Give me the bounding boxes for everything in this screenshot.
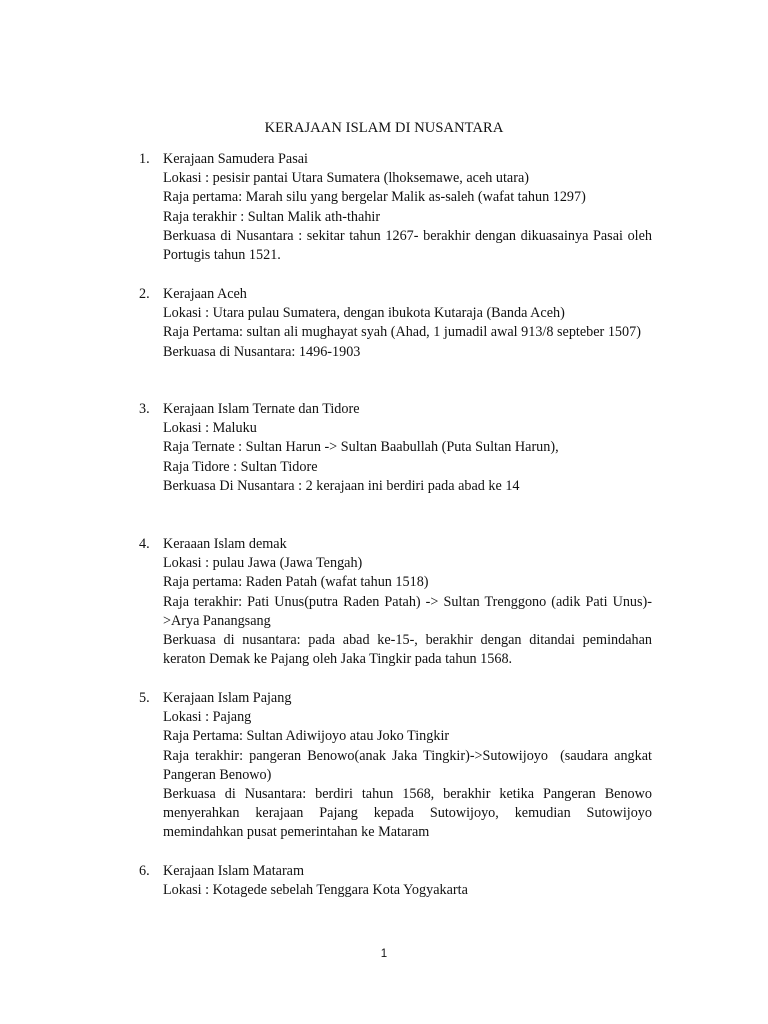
kingdom-name: Kerajaan Aceh [163, 286, 247, 302]
kingdom-reign: Berkuasa di Nusantara: 1496-1903 [163, 343, 361, 360]
kingdom-location: Lokasi : pulau Jawa (Jawa Tengah) [163, 555, 363, 572]
kingdom-location: Lokasi : pesisir pantai Utara Sumatera (lhoksemawe, aceh utara) [163, 170, 529, 187]
list-number: 6. [139, 863, 150, 879]
kingdom-item-ternate-tidore [139, 400, 652, 496]
kingdom-first-king: Raja pertama: Raden Patah (wafat tahun 1518) [163, 574, 429, 591]
kingdom-location: Lokasi : Pajang [163, 709, 252, 726]
kingdom-reign: Berkuasa Di Nusantara : 2 kerajaan ini berdiri pada abad ke 14 [163, 477, 520, 494]
kingdom-location: Lokasi : Maluku [163, 420, 257, 437]
kingdom-location: Lokasi : Kotagede sebelah Tenggara Kota Yogyakarta [163, 882, 468, 899]
kingdom-last-king: Raja terakhir: pangeran Benowo(anak Jaka Tingkir)->Sutowijoyo (saudara angkat Pangeran Benowo) [163, 747, 677, 783]
kingdom-name: Kerajaan Islam Mataram [163, 863, 305, 879]
kingdom-reign: Berkuasa di Nusantara: berdiri tahun 1568, berakhir ketika Pangeran Benowo menyerahkan kerajaan Pajang kepada Sutowijoyo, kemudian Sutowijoyo memindahkan pusat pemerintahan ke Mataram [163, 786, 652, 841]
kingdom-name: Kerajaan Islam Ternate dan Tidore [163, 401, 360, 417]
list-number: 1. [139, 151, 150, 167]
kingdom-reign: Berkuasa di Nusantara : sekitar tahun 1267- berakhir dengan dikuasainya Pasai oleh Portugis tahun 1521. [163, 227, 652, 264]
kingdom-first-king: Raja Pertama: Sultan Adiwijoyo atau Joko Tingkir [163, 728, 450, 745]
kingdom-tidore-king: Raja Tidore : Sultan Tidore [163, 458, 318, 475]
kingdom-item-mataram [139, 862, 652, 900]
kingdom-name: Kerajaan Islam Pajang [163, 690, 292, 706]
page-number: 1 [380, 948, 388, 960]
kingdom-item-samudera-pasai [139, 150, 652, 265]
kingdom-location: Lokasi : Utara pulau Sumatera, dengan ibukota Kutaraja (Banda Aceh) [163, 305, 565, 322]
kingdom-first-king: Raja Pertama: sultan ali mughayat syah (Ahad, 1 jumadil awal 913/8 septeber 1507) [163, 324, 641, 341]
kingdom-item-aceh [139, 285, 652, 362]
kingdom-first-king: Raja pertama: Marah silu yang bergelar Malik as-saleh (wafat tahun 1297) [163, 189, 586, 206]
kingdom-item-demak [139, 535, 652, 669]
kingdom-item-pajang [139, 689, 677, 843]
kingdom-last-king: Raja terakhir : Sultan Malik ath-thahir [163, 208, 381, 225]
list-number: 3. [139, 401, 150, 417]
kingdom-ternate-king: Raja Ternate : Sultan Harun -> Sultan Baabullah (Puta Sultan Harun), [163, 439, 559, 456]
kingdom-reign: Berkuasa di nusantara: pada abad ke-15-, berakhir dengan ditandai pemindahan keraton Demak ke Pajang oleh Jaka Tingkir pada tahun 1568. [163, 632, 652, 668]
kingdom-name: Kerajaan Samudera Pasai [163, 151, 308, 167]
list-number: 4. [139, 536, 150, 552]
list-number: 2. [139, 286, 150, 302]
list-number: 5. [139, 690, 150, 706]
kingdom-last-king: Raja terakhir: Pati Unus(putra Raden Patah) -> Sultan Trenggono (adik Pati Unus)->Arya Panangsang [163, 593, 652, 629]
document-title: KERAJAAN ISLAM DI NUSANTARA [264, 120, 504, 136]
kingdom-name: Keraaan Islam demak [163, 536, 287, 552]
